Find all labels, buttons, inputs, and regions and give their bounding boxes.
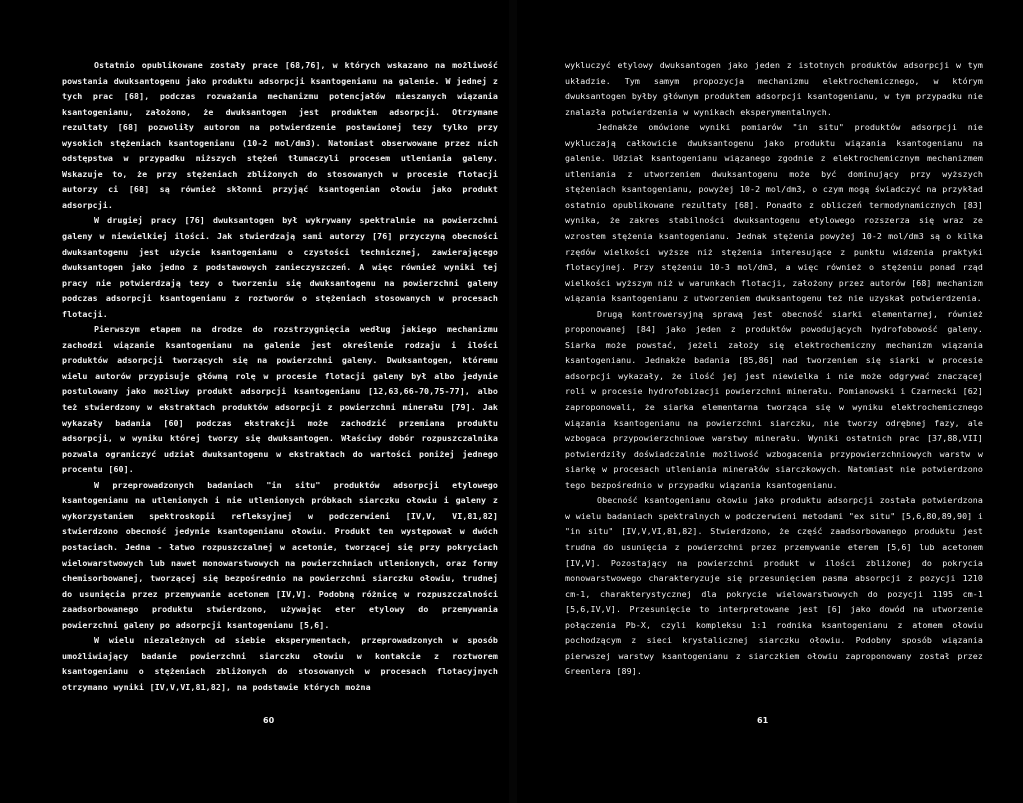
left-paragraph-5: W wielu niezależnych od siebie eksperymentach, przeprowadzonych w sposób umożliwiający badanie powierzchni siarczku ołowiu w kontakcie z roztworem ksantogenianu o stężeniach zbliżonych do stosowanych w procesach flotacyjnych otrzymano wyniki [IV,V,VI,81,82], na podstawie których można (62, 635, 498, 692)
left-paragraph-3: Pierwszym etapem na drodze do rozstrzygnięcia według jakiego mechanizmu zachodzi wiązanie ksantogenianu na galenie jest określenie rodzaju i ilości produktów adsorpcji tworzących się na powierzchni galeny. Dwuksantogen, któremu wielu autorów przypisuje główną rolę w procesie flotacji galeny był albo jedynie postulowany jako możliwy produkt adsorpcji ksantogenianu [12,63,66-70,75-77], albo też stwierdzony w ekstraktach produktów adsorpcji z powierzchni minerału [79]. Jak wykazały badania [60] podczas ekstrakcji może zachodzić przemiana produktu adsorpcji, w wyniku której tworzy się dwuksantogen. Właściwy dobór rozpuszczalnika pozwala ograniczyć udział dwuksantogenu w ekstraktach do wartości poniżej jednego procentu [60]. (62, 324, 498, 475)
right-page (565, 58, 983, 680)
left-paragraph-4: W przeprowadzonych badaniach "in situ" produktów adsorpcji etylowego ksantogenianu na utlenionych i nie utlenionych próbkach siarczku ołowiu i galeny z wykorzystaniem spektroskopii refleksyjnej w podczerwieni [IV,V, VI,81,82] stwierdzono obecność jedynie ksantogenianu ołowiu. Produkt ten występował w dwóch postaciach. Jedna - łatwo rozpuszczalnej w acetonie, tworzącej się przy pokryciach wielowarstwowych lub nawet monowarstwowych na powierzchniach utlenionych, oraz formy chemisorbowanej, tworzącej się bezpośrednio na powierzchni siarczku ołowiu, trudnej do usunięcia przez przemywanie acetonem [IV,V]. Podobną różnicę w rozpuszczalności zaadsorbowanego produktu stwierdzono, używając eter etylowy do przemywania powierzchni galeny po adsorpcji ksantogenianu [5,6]. (62, 479, 498, 630)
page-number-right: 61 (757, 716, 769, 725)
book-gutter (509, 0, 517, 803)
left-paragraph-2: W drugiej pracy [76] dwuksantogen był wykrywany spektralnie na powierzchni galeny w niewielkiej ilości. Jak stwierdzają sami autorzy [76] przyczyną obecności dwuksantogenu jest użycie ksantogenianu o czystości technicznej, zawierającego dwuksantogen jako jedno z podstawowych zanieczyszczeń. A więc również wyniki tej pracy nie potwierdzają tezy o tworzeniu się dwuksantogenu na powierzchni galeny podczas adsorpcji ksantogenianu z roztworów o stężeniach stosowanych w procesach flotacji. (62, 215, 498, 319)
left-paragraph-1: Ostatnio opublikowane zostały prace [68,76], w których wskazano na możliwość powstania dwuksantogenu jako produktu adsorpcji ksantogenianu na galenie. W jednej z tych prac [68], podczas rozważania mechanizmu potencjałów mieszanych wiązania ksantogenianu, założono, że dwuksantogen jest produktem adsorpcji. Otrzymane rezultaty [68] pozwoliły autorom na potwierdzenie postawionej tezy tylko przy wysokich stężeniach ksantogenianu (10-2 mol/dm3). Natomiast obserwowane przez nich odstępstwa w przypadku niższych stężeń tłumaczyli procesem utleniania galeny. Wskazuje to, że przy stężeniach zbliżonych do stosowanych w procesie flotacji autorzy ci [68] są również skłonni przyjąć ksantogenian ołowiu jako produkt adsorpcji. (62, 60, 498, 210)
right-paragraph-2: Jednakże omówione wyniki pomiarów "in situ" produktów adsorpcji nie wykluczają całkowicie dwuksantogenu jako produktu wiązania ksantogenianu na galenie. Udział ksantogenianu wiązanego zgodnie z elektrochemicznym mechanizmem utleniania z utworzeniem dwuksantogenu może być dominujący przy wyższych stężeniach ksantogenianu, powyżej 10-2 mol/dm3, o czym mogą świadczyć na przykład ostatnio opublikowane rezultaty [68]. Ponadto z obliczeń termodynamicznych [83] wynika, że zakres stabilności dwuksantogenu etylowego rozszerza się wraz ze wzrostem stężenia ksantogenianu. Jednak stężenia powyżej 10-2 mol/dm3 są o kilka rzędów wielkości wyższe niż stężenia interesujące z punktu widzenia praktyki flotacyjnej. Przy stężeniu 10-3 mol/dm3, a więc również o stężeniu ponad rząd wielkości wyższym niż w warunkach flotacji, założony przez autorów [68] mechanizm wiązania ksantogenianu z utworzeniem dwuksantogenu też nie uzyskał potwierdzenia. (565, 122, 983, 304)
left-page (62, 58, 498, 695)
right-paragraph-3: Drugą kontrowersyjną sprawą jest obecność siarki elementarnej, również proponowanej [84] jako jeden z produktów powodujących hydrofobowość galeny. Siarka może powstać, jeżeli założy się elektrochemiczny mechanizm wiązania ksantogenianu. Jednakże badania [85,86] nad tworzeniem się siarki w procesie adsorpcji wykazały, że ilość jej jest niewielka i nie może odgrywać znaczącej roli w procesie hydrofobizacji powierzchni minerału. Pomianowski i Czarnecki [62] zaproponowali, że siarka elementarna tworząca się w wyniku elektrochemicznego wiązania ksantogenianu na powierzchni siarczku, nie tworzy odrębnej fazy, ale wzbogaca przypowierzchniowe warstwy minerału. Wyniki ostatnich prac [37,88,VII] potwierdziły doświadczalnie możliwość wzbogacenia przypowierzchniowych warstw w siarkę w procesach utleniania minerałów siarczkowych. Natomiast nie potwierdzono tego bezpośrednio w przypadku wiązania ksantogenianu. (565, 308, 983, 490)
page-number-left: 60 (263, 716, 275, 725)
right-paragraph-1: wykluczyć etylowy dwuksantogen jako jeden z istotnych produktów adsorpcji w tym układzie. Tym samym propozycja mechanizmu elektrochemicznego, w którym dwuksantogen byłby głównym produktem adsorpcji ksantogenianu, w tym przypadku nie znalazła potwierdzenia w wynikach eksperymentalnych. (565, 60, 983, 117)
right-paragraph-4: Obecność ksantogenianu ołowiu jako produktu adsorpcji została potwierdzona w wielu badaniach spektralnych w podczerwieni metodami "ex situ" [5,6,80,89,90] i "in situ" [IV,V,VI,81,82]. Stwierdzono, że część zaadsorbowanego produktu jest trudna do usunięcia z powierzchni przez przemywanie eterem [5,6] lub acetonem [IV,V]. Pozostający na powierzchni produkt w ilości zbliżonej do pokrycia monowarstwowego charakteryzuje się przesunięciem pasma absorpcji z pozycji 1210 cm-1, charakterystycznej dla pokrycie wielowarstwowych do pozycji 1195 cm-1 [5,6,IV,V]. Przesunięcie to interpretowane jest [6] jako dowód na utworzenie połączenia Pb-X, czyli kompleksu 1:1 rodnika ksantogenianu z atomem ołowiu pochodzącym z sieci krystalicznej siarczku ołowiu. Podobny sposób wiązania pierwszej warstwy ksantogenianu z siarczkiem ołowiu zaproponowany został przez Greenlera [89]. (565, 495, 983, 677)
